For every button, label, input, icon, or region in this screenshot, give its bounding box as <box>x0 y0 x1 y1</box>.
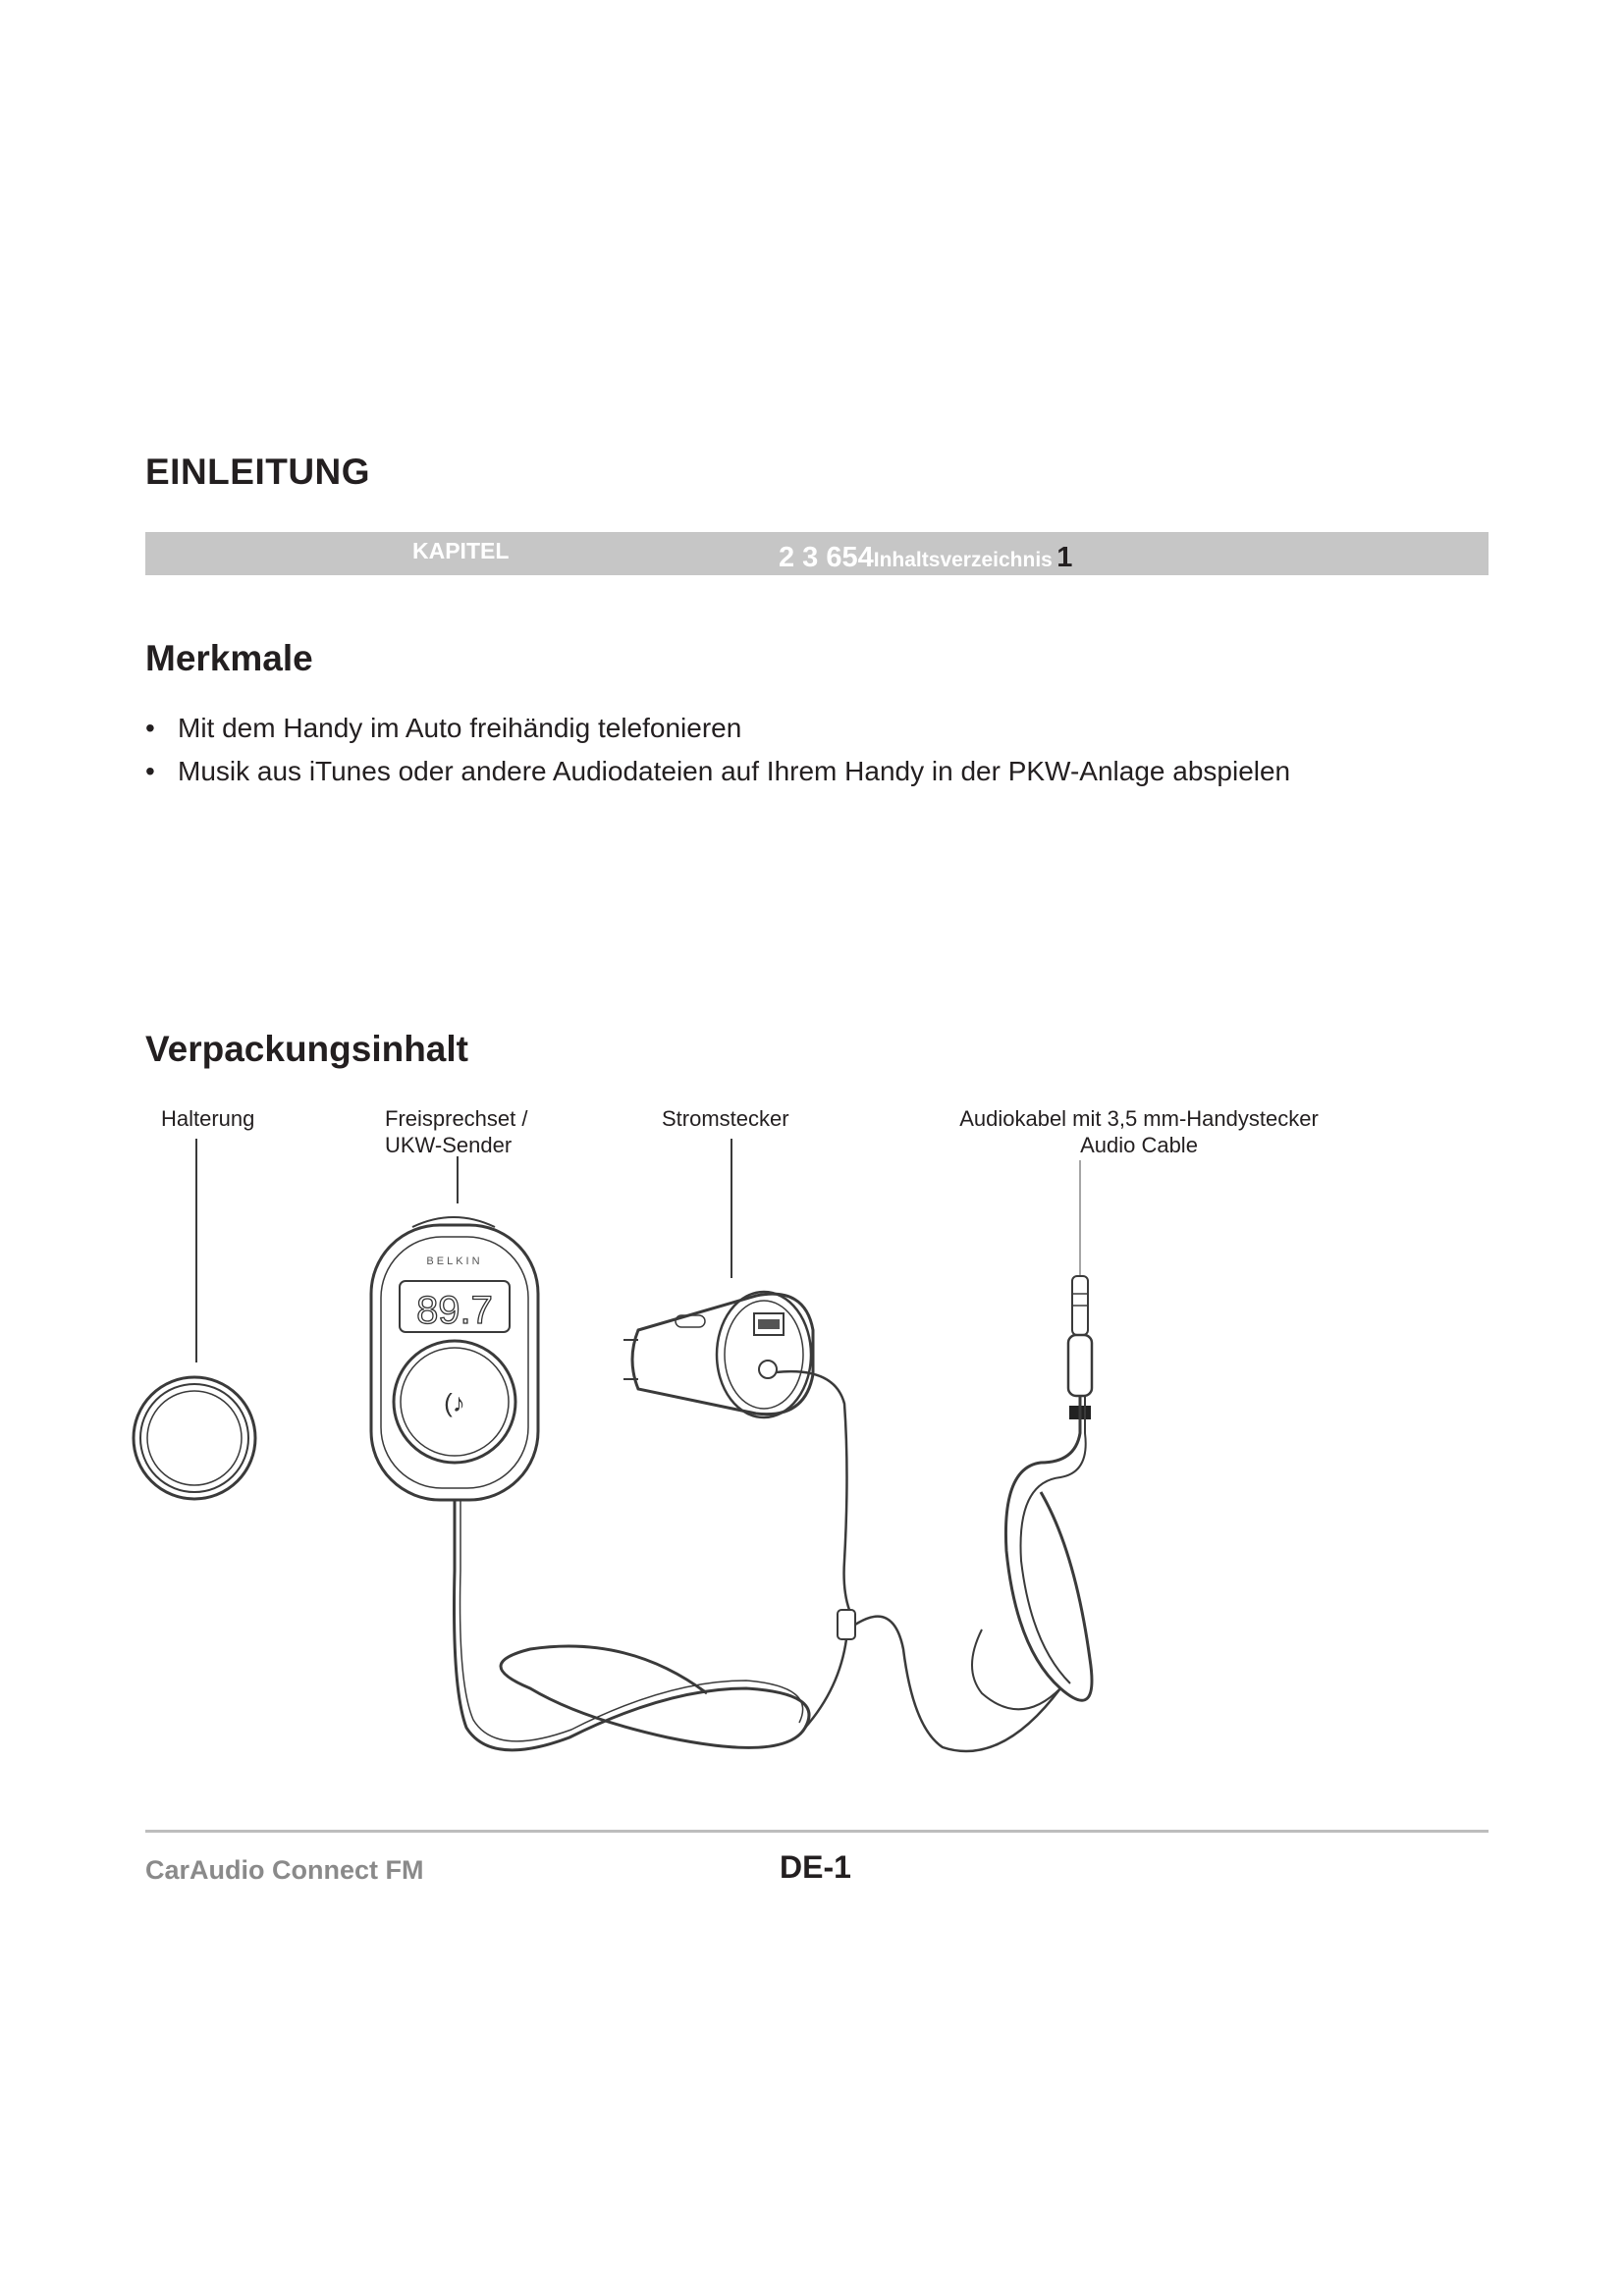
frequency-display: 89.7 <box>416 1289 493 1332</box>
bullet-icon: • <box>145 713 155 743</box>
caption-line: Freisprechset / <box>385 1106 528 1131</box>
call-music-icon: (♪ <box>444 1388 465 1417</box>
footer-divider <box>145 1830 1489 1833</box>
chapter-nav[interactable] <box>779 542 1072 574</box>
package-illustration <box>118 1139 1414 1787</box>
transmitter-cable-icon <box>455 1371 1061 1751</box>
mounting-ring-icon <box>134 1377 255 1499</box>
list-item-text: Musik aus iTunes oder andere Audiodateien auf Ihrem Handy in der PKW-Anlage abspielen <box>178 756 1291 786</box>
caption-stromstecker: Stromstecker <box>662 1106 789 1131</box>
caption-line: Audio Cable <box>1080 1133 1198 1157</box>
list-item <box>145 712 1324 744</box>
page-number: DE-1 <box>780 1849 851 1885</box>
handsfree-transmitter-icon <box>371 1217 538 1500</box>
chapter-label: KAPITEL <box>412 538 510 563</box>
brand-label: BELKIN <box>426 1255 483 1267</box>
footer-product-name: CarAudio Connect FM <box>145 1855 424 1885</box>
toc-link[interactable]: Inhaltsverzeichnis <box>873 549 1053 571</box>
caption-line: Audiokabel mit 3,5 mm-Handystecker <box>959 1106 1319 1131</box>
features-list <box>145 712 1324 798</box>
caption-halterung: Halterung <box>161 1106 255 1131</box>
audio-cable-icon <box>972 1276 1092 1709</box>
package-heading: Verpackungsinhalt <box>145 1029 468 1069</box>
car-charger-icon <box>623 1292 813 1417</box>
list-item-text: Mit dem Handy im Auto freihändig telefonieren <box>178 713 742 743</box>
features-heading: Merkmale <box>145 638 313 678</box>
chapter-numbers[interactable]: 2 3 654 <box>779 542 874 573</box>
current-chapter: 1 <box>1056 542 1073 573</box>
bullet-icon: • <box>145 756 155 786</box>
caption-line: UKW-Sender <box>385 1133 513 1157</box>
section-title: EINLEITUNG <box>145 452 371 492</box>
list-item <box>145 755 1324 787</box>
